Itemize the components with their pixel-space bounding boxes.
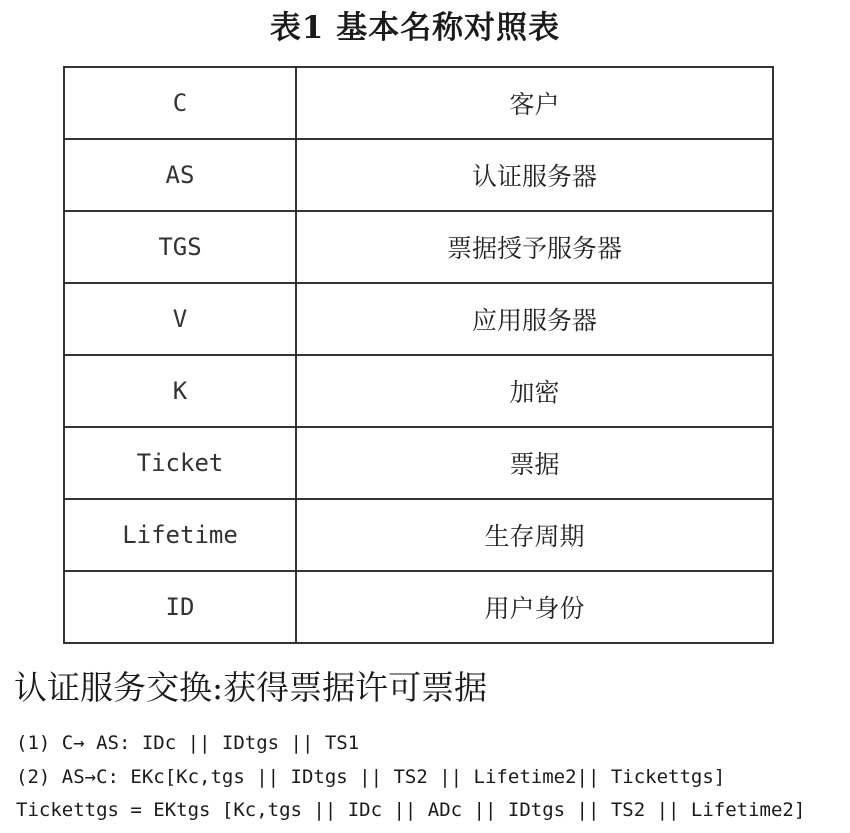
meaning-cell: 加密: [296, 355, 773, 427]
table-row: [64, 355, 773, 427]
abbr-cell: Lifetime: [64, 499, 296, 571]
table-row: [64, 499, 773, 571]
meaning-cell: 客户: [296, 67, 773, 139]
meaning-cell: 票据: [296, 427, 773, 499]
protocol-step-1: (1) C→ AS: IDc || IDtgs || TS1: [16, 732, 360, 754]
ticket-definition: Tickettgs = EKtgs [Kc,tgs || IDc || ADc || IDtgs || TS2 || Lifetime2]: [16, 799, 806, 821]
meaning-cell: 生存周期: [296, 499, 773, 571]
abbr-cell: AS: [64, 139, 296, 211]
table-row: [64, 283, 773, 355]
meaning-cell: 应用服务器: [296, 283, 773, 355]
table-row: [64, 211, 773, 283]
meaning-cell: 认证服务器: [296, 139, 773, 211]
table-row: [64, 571, 773, 643]
abbr-cell: Ticket: [64, 427, 296, 499]
abbr-cell: TGS: [64, 211, 296, 283]
name-comparison-table: [63, 66, 774, 644]
table-caption: 表1 基本名称对照表: [269, 10, 561, 46]
abbr-cell: K: [64, 355, 296, 427]
table-row: [64, 139, 773, 211]
table-row: [64, 67, 773, 139]
abbr-cell: ID: [64, 571, 296, 643]
abbr-cell: C: [64, 67, 296, 139]
table-row: [64, 427, 773, 499]
meaning-cell: 票据授予服务器: [296, 211, 773, 283]
protocol-step-2: (2) AS→C: EKc[Kc,tgs || IDtgs || TS2 || Lifetime2|| Tickettgs]: [16, 766, 726, 788]
meaning-cell: 用户身份: [296, 571, 773, 643]
section-heading: 认证服务交换:获得票据许可票据: [14, 668, 488, 707]
abbr-cell: V: [64, 283, 296, 355]
